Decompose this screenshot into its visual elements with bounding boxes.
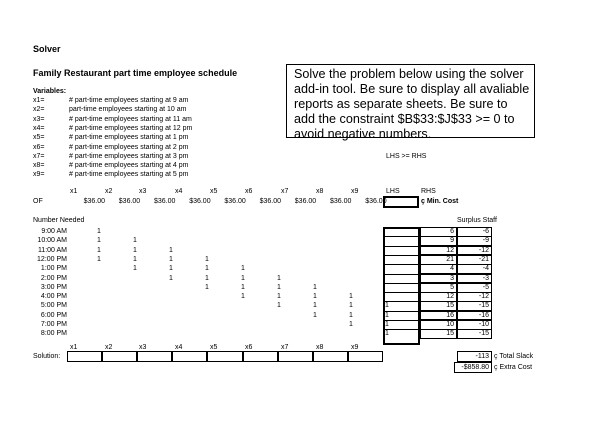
solution-column-header: x8	[316, 344, 324, 351]
time-label: 12:00 PM	[37, 255, 67, 263]
time-label: 3:00 PM	[40, 283, 67, 291]
solution-column-header: x6	[245, 344, 253, 351]
variable-desc: # part-time employees starting at 11 am	[69, 115, 192, 123]
solution-column-header: x5	[210, 344, 218, 351]
coefficient-cell: 1	[97, 255, 101, 263]
column-header: x3	[139, 188, 147, 195]
coefficient-cell: 1	[133, 265, 137, 273]
cost-cell[interactable]: $36.00	[365, 198, 387, 205]
total-slack-value: -113	[475, 353, 489, 360]
surplus-value: -10	[478, 321, 489, 328]
surplus-value: -21	[478, 255, 489, 263]
variable-name: x3=	[33, 115, 45, 123]
rhs-value: 9	[450, 237, 454, 245]
coefficient-cell: 1	[385, 321, 389, 328]
solution-cell[interactable]	[243, 351, 278, 362]
lhs-rhs-note: LHS >= RHS	[386, 153, 427, 160]
coefficient-cell: 1	[313, 283, 317, 291]
coefficient-cell: 1	[205, 283, 209, 291]
cost-cell[interactable]: $36.00	[83, 198, 105, 205]
coefficient-cell: 1	[313, 302, 317, 310]
coefficient-cell: 1	[385, 330, 389, 338]
variable-desc: # part-time employees starting at 3 pm	[69, 152, 189, 160]
solution-cell[interactable]	[278, 351, 313, 362]
number-needed-label: Number Needed	[33, 217, 85, 224]
lhs-column-border	[383, 227, 420, 345]
coefficient-cell: 1	[133, 246, 137, 254]
solution-column-header: x4	[175, 344, 183, 351]
rhs-cell[interactable]	[420, 311, 457, 321]
surplus-value: -15	[478, 330, 489, 338]
coefficient-cell: 1	[385, 311, 389, 319]
cost-cell[interactable]: $36.00	[189, 198, 211, 205]
cost-cell[interactable]: $36.00	[259, 198, 281, 205]
variable-desc: # part-time employees starting at 1 pm	[69, 134, 189, 142]
solution-cell[interactable]	[207, 351, 242, 362]
rhs-header: RHS	[421, 188, 436, 195]
rhs-value: 21	[446, 255, 454, 263]
rhs-value: 10	[446, 321, 454, 328]
coefficient-cell: 1	[277, 274, 281, 282]
total-slack-label: ç Total Slack	[494, 353, 534, 360]
variable-name: x9=	[33, 171, 45, 179]
solution-column-header: x7	[281, 344, 289, 351]
solution-column-header: x2	[105, 344, 113, 351]
surplus-value: -3	[482, 274, 489, 282]
time-label: 7:00 PM	[40, 321, 67, 328]
column-header: x2	[105, 188, 113, 195]
column-header: x6	[245, 188, 253, 195]
coefficient-cell: 1	[133, 237, 137, 245]
rhs-value: 5	[450, 283, 454, 291]
time-label: 1:00 PM	[40, 265, 67, 273]
coefficient-cell: 1	[169, 255, 173, 263]
coefficient-cell: 1	[241, 283, 245, 291]
variables-label: Variables:	[33, 88, 67, 95]
variable-desc: # part-time employees starting at 2 pm	[69, 143, 189, 151]
rhs-value: 16	[446, 311, 454, 319]
coefficient-cell: 1	[313, 311, 317, 319]
rhs-cell[interactable]	[420, 264, 457, 274]
column-header: x9	[351, 188, 359, 195]
surplus-cell[interactable]	[457, 264, 492, 274]
variable-name: x8=	[33, 162, 45, 170]
coefficient-cell: 1	[277, 293, 281, 301]
coefficient-cell: 1	[169, 265, 173, 273]
coefficient-cell: 1	[241, 293, 245, 301]
cost-cell[interactable]: $36.00	[294, 198, 317, 205]
variable-name: x2=	[33, 106, 45, 114]
time-label: 10:00 AM	[37, 237, 67, 245]
cost-cell[interactable]: $36.00	[224, 198, 246, 205]
sheet-title: Solver	[33, 44, 61, 54]
surplus-value: -12	[478, 293, 489, 301]
coefficient-cell: 1	[277, 283, 281, 291]
cost-cell[interactable]: $36.00	[118, 198, 141, 205]
solution-cell[interactable]	[102, 351, 137, 362]
rhs-value: 12	[446, 246, 454, 254]
time-label: 11:00 AM	[37, 246, 67, 254]
variable-desc: part-time employees starting at 10 am	[69, 106, 187, 114]
sheet-subtitle: Family Restaurant part time employee schedule	[33, 68, 238, 78]
instruction-note[interactable]: Solve the problem below using the solver add-in tool. Be sure to display all avaliable reports as separate sheets. Be sure to add the constraint $B$33:$J$33 >= 0 to avoid negative numbers.	[286, 64, 535, 138]
rhs-cell[interactable]	[420, 329, 457, 339]
coefficient-cell: 1	[169, 274, 173, 282]
coefficient-cell: 1	[97, 228, 101, 235]
solution-column-header: x9	[351, 344, 359, 351]
min-cost-cell[interactable]	[383, 196, 419, 208]
solution-cell[interactable]	[67, 351, 102, 362]
variable-desc: # part-time employees starting at 12 pm	[69, 124, 193, 132]
surplus-cell[interactable]	[457, 329, 492, 339]
rhs-value: 3	[450, 274, 454, 282]
column-header: x1	[70, 188, 78, 195]
coefficient-cell: 1	[205, 255, 209, 263]
variable-desc: # part-time employees starting at 9 am	[69, 97, 189, 104]
coefficient-cell: 1	[241, 274, 245, 282]
lhs-header: LHS	[386, 188, 400, 195]
rhs-value: 6	[450, 228, 454, 235]
solution-cell[interactable]	[172, 351, 207, 362]
solution-cell[interactable]	[313, 351, 348, 362]
coefficient-cell: 1	[349, 293, 353, 301]
column-header: x8	[316, 188, 324, 195]
coefficient-cell: 1	[241, 265, 245, 273]
solution-column-header: x3	[139, 344, 147, 351]
cost-cell[interactable]: $36.00	[153, 198, 176, 205]
variable-name: x7=	[33, 152, 45, 160]
solution-column-header: x1	[70, 344, 78, 351]
rhs-value: 15	[446, 302, 454, 310]
solution-label: Solution:	[33, 353, 61, 360]
extra-cost-value: -$858.80	[461, 364, 489, 371]
surplus-staff-label: Surplus Staff	[457, 217, 497, 224]
time-label: 6:00 PM	[40, 311, 67, 319]
rhs-value: 4	[450, 265, 454, 273]
coefficient-cell: 1	[277, 302, 281, 310]
variable-name: x5=	[33, 134, 45, 142]
time-label: 5:00 PM	[40, 302, 67, 310]
coefficient-cell: 1	[169, 246, 173, 254]
surplus-value: -12	[478, 246, 489, 254]
surplus-value: -6	[482, 228, 489, 235]
time-label: 9:00 AM	[41, 228, 67, 235]
extra-cost-cell[interactable]	[454, 362, 492, 373]
coefficient-cell: 1	[205, 274, 209, 282]
coefficient-cell: 1	[97, 246, 101, 254]
time-label: 2:00 PM	[40, 274, 67, 282]
coefficient-cell: 1	[97, 237, 101, 245]
coefficient-cell: 1	[385, 302, 389, 310]
variable-desc: # part-time employees starting at 4 pm	[69, 162, 189, 170]
coefficient-cell: 1	[313, 293, 317, 301]
surplus-value: -5	[482, 283, 489, 291]
coefficient-cell: 1	[133, 255, 137, 263]
of-label: OF	[33, 198, 43, 205]
surplus-value: -16	[478, 311, 489, 319]
time-label: 4:00 PM	[40, 293, 67, 301]
coefficient-cell: 1	[349, 321, 353, 328]
variable-name: x4=	[33, 124, 45, 132]
surplus-value: -4	[482, 265, 489, 273]
rhs-value: 15	[446, 330, 454, 338]
time-label: 8:00 PM	[40, 330, 67, 338]
rhs-value: 12	[446, 293, 454, 301]
total-slack-cell[interactable]	[457, 351, 492, 362]
column-header: x5	[210, 188, 218, 195]
solution-cell[interactable]	[348, 351, 383, 362]
cost-cell[interactable]: $36.00	[329, 198, 352, 205]
variable-name: x1=	[33, 97, 45, 104]
extra-cost-label: ç Extra Cost	[494, 364, 533, 371]
surplus-cell[interactable]	[457, 311, 492, 321]
coefficient-cell: 1	[349, 311, 353, 319]
coefficient-cell: 1	[349, 302, 353, 310]
solution-cell[interactable]	[137, 351, 172, 362]
surplus-value: -15	[478, 302, 489, 310]
column-header: x4	[175, 188, 183, 195]
min-cost-label: ç Min. Cost	[421, 198, 459, 205]
variable-desc: # part-time employees starting at 5 pm	[69, 171, 189, 179]
variable-name: x6=	[33, 143, 45, 151]
coefficient-cell: 1	[205, 265, 209, 273]
column-header: x7	[281, 188, 289, 195]
surplus-value: -9	[482, 237, 489, 245]
